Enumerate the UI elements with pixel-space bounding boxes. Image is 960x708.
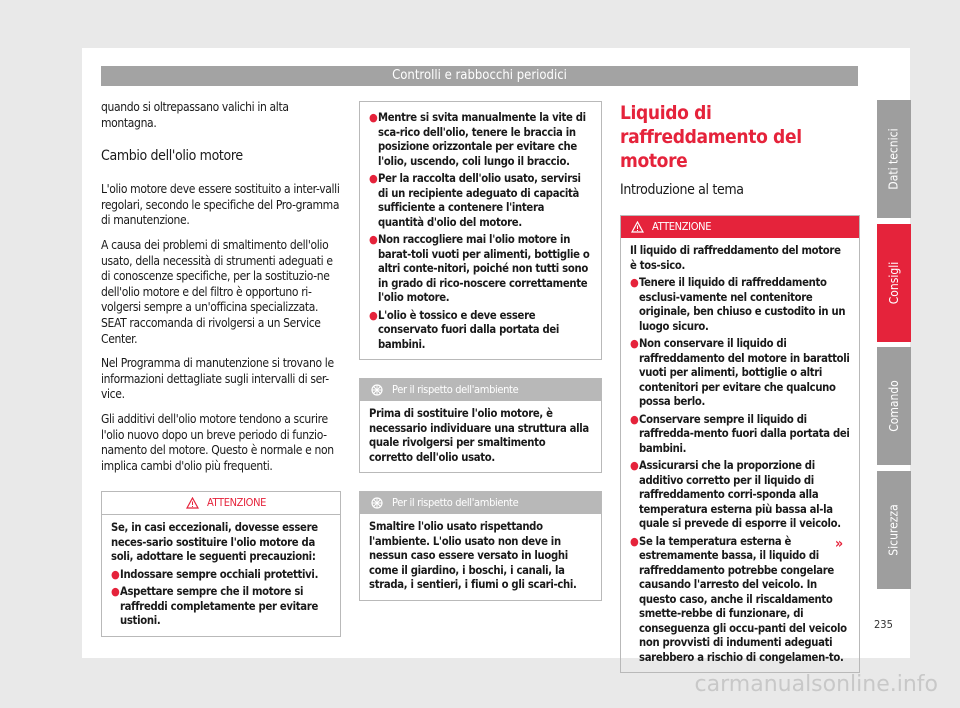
environment-box [359, 378, 602, 473]
warning-box [620, 215, 860, 673]
tab-consigli[interactable]: Consigli [877, 224, 911, 342]
warning-header [102, 492, 340, 515]
environment-icon [370, 383, 384, 397]
bullet-icon: ● [369, 308, 378, 322]
warning-icon [186, 497, 199, 509]
environment-title: Per il rispetto dell'ambiente [392, 383, 519, 396]
list-item: ● Se la temperatura esterna è estremamente bassa, il liquido di raffreddamento potrebbe congelare causando l'arresto del veicolo. In questo caso, anche il riscaldamento smette-rebbe di funzionare, di conseguenza gli occu-panti del veicolo non provvisti di indumenti adeguati sarebbero a rischio di congelamen-to. [630, 534, 847, 664]
list-item: ● Non raccogliere mai l'olio motore in barat-toli vuoti per alimenti, bottiglie o altri conte-nitori, poiché non tutti sono in grado di rico-noscere correttamente l'olio motore. [369, 233, 590, 304]
environment-body [360, 514, 601, 600]
warning-icon [631, 221, 644, 233]
environment-box [359, 491, 602, 601]
intro-text: quando si oltrepassano valichi in alta montagna. [101, 100, 289, 130]
paragraph: L'olio motore deve essere sostituito a inter-valli regolari, secondo le specifiche del Pro-gramma di manutenzione. [101, 182, 340, 228]
environment-body [360, 401, 601, 472]
bullet-icon: ● [369, 233, 378, 246]
warning-body [621, 238, 859, 672]
list-item: ● Indossare sempre occhiali protettivi. [111, 567, 319, 581]
section-subtitle: Introduzione al tema [620, 182, 744, 198]
list-item: ● Assicurarsi che la proporzione di additivo corretto per il liquido di raffreddamento corri-sponda alla temperatura esterna più bassa al-la quale si prevede di esporre il veicolo. [630, 459, 841, 530]
warning-title: ATTENZIONE [206, 496, 267, 510]
bullet-icon: ● [630, 276, 639, 289]
warning-continued-box [359, 101, 602, 360]
environment-text: Smaltire l'olio usato rispettando l'ambiente. L'olio usato non deve in nessun caso essere versato in luoghi come il giardino, i boschi, i canali, la strada, i sentieri, i fiumi o gli scari-chi. [369, 520, 577, 591]
bullet-icon: ● [369, 172, 378, 185]
list-item: ● Non conservare il liquido di raffreddamento del motore in barattoli vuoti per alimenti, bottiglie o altri contenitori per evitare che qualcuno possa berlo. [630, 337, 850, 408]
list-item: ● Tenere il liquido di raffreddamento esclusi-vamente nel contenitore originale, ben chiuso e custodito in un luogo sicuro. [630, 276, 846, 333]
warning-header [621, 216, 859, 238]
column-right [620, 101, 860, 673]
column-left [101, 100, 341, 637]
list-item: ● Mentre si svita manualmente la vite di sca-rico dell'olio, tenere le braccia in posizione orizzontale per evitare che l'olio, uscendo, coli lungo il braccio. [369, 111, 586, 168]
page-number: 235 [874, 618, 893, 631]
list-item: ● Aspettare sempre che il motore si raffreddi completamente per evitare ustioni. [111, 585, 318, 628]
bullet-icon: ● [630, 534, 639, 548]
tab-dati-tecnici[interactable]: Dati tecnici [877, 100, 911, 218]
continued-marker: » [835, 536, 844, 552]
column-middle [359, 101, 602, 601]
bullet-icon: ● [630, 337, 639, 350]
paragraph: A causa dei problemi di smaltimento dell'olio usato, della necessità di strumenti adeguati e di conoscenze specifiche, per la sostituzio-ne dell'olio motore e del filtro è opportuno ri-volgersi sempre a un'officina specializzata. SEAT raccomanda di rivolgersi a un Service Center. [101, 237, 333, 346]
warning-continued-body [360, 102, 601, 359]
tab-sicurezza[interactable]: Sicurezza [877, 471, 911, 589]
bullet-icon: ● [369, 111, 378, 124]
page-header: Controlli e rabbocchi periodici [101, 66, 858, 86]
bullet-icon: ● [630, 412, 639, 426]
section-title: Liquido di raffreddamento del motore [620, 102, 802, 172]
environment-title: Per il rispetto dell'ambiente [392, 496, 519, 509]
watermark: carmanualsonline.info [694, 672, 938, 697]
bullet-icon: ● [111, 585, 120, 599]
list-item: ● Per la raccolta dell'olio usato, servirsi di un recipiente adeguato di capacità sufficiente a contenere l'intera quantità d'olio del motore. [369, 172, 581, 229]
environment-header [360, 492, 601, 514]
paragraph: Nel Programma di manutenzione si trovano le informazioni dettagliate sugli intervalli di ser-vice. [101, 356, 334, 402]
bullet-icon: ● [111, 567, 120, 581]
tab-comando[interactable]: Comando [877, 347, 911, 465]
warning-title: ATTENZIONE [652, 220, 712, 233]
list-item: ● Conservare sempre il liquido di raffredda-mento fuori dalla portata dei bambini. [630, 412, 850, 455]
list-item: ● L'olio è tossico e deve essere conservato fuori dalla portata dei bambini. [369, 308, 560, 351]
warning-text: Se, in casi eccezionali, dovesse essere neces-sario sostituire l'olio motore da soli, adottare le seguenti precauzioni: [111, 521, 318, 564]
section-heading: Cambio dell'olio motore [101, 148, 243, 165]
warning-box [101, 491, 341, 637]
environment-header [360, 379, 601, 401]
bullet-icon: ● [630, 459, 639, 472]
warning-text: Il liquido di raffreddamento del motore è tos-sico. [630, 244, 841, 272]
environment-text: Prima di sostituire l'olio motore, è necessario individuare una struttura alla quale rivolgersi per smaltimento corretto dell'olio usato. [369, 407, 589, 464]
warning-body [102, 515, 340, 636]
environment-icon [370, 496, 384, 510]
paragraph: Gli additivi dell'olio motore tendono a scurire l'olio nuovo dopo un breve periodo di funzio-namento del motore. Questo è normale e non implica cambi d'olio più frequenti. [101, 411, 334, 473]
